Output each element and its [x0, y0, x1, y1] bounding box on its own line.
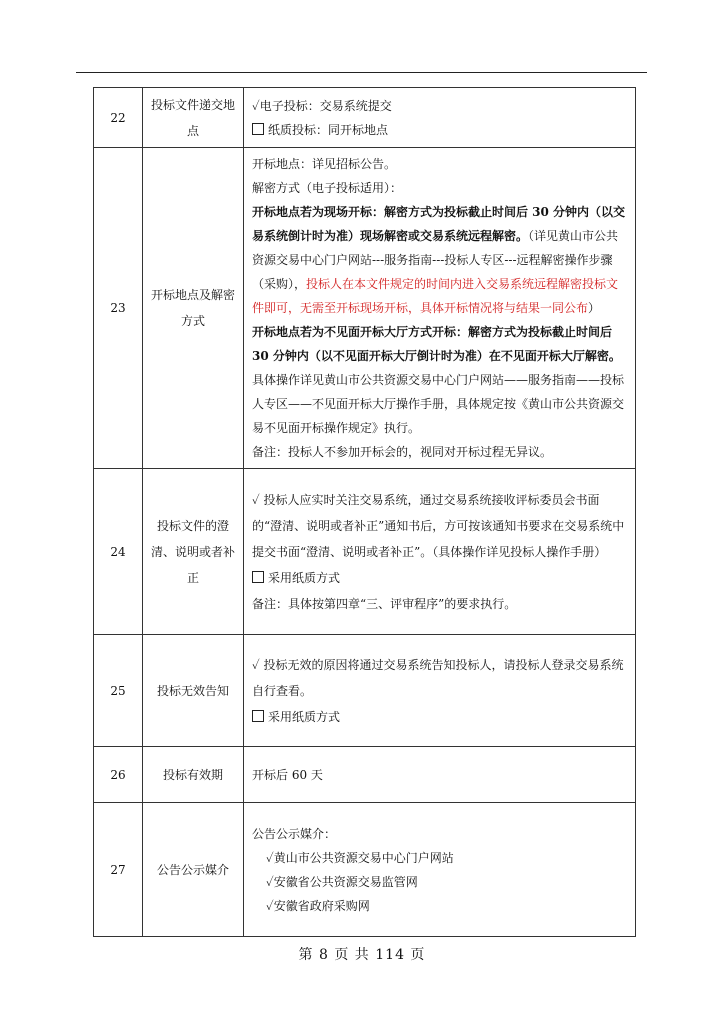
row-label: 投标无效告知: [143, 635, 244, 747]
content-line: ✓黄山市公共资源交易中心门户网站: [266, 850, 454, 865]
row-number: 25: [94, 635, 143, 747]
red-text: 投标人在本文件规定的时间内进入交易系统远程解密投标文件即可，无需至开标现场开标，具体开标情况将与结果一同公布: [252, 277, 619, 315]
row-label: 公告公示媒介: [143, 803, 244, 937]
checkbox-empty-icon: [252, 710, 264, 722]
table-row: [94, 747, 636, 803]
plain-text: ）: [588, 301, 601, 315]
table-row: [94, 803, 636, 937]
row-content: [244, 747, 636, 803]
row-number: 23: [94, 148, 143, 469]
row-label: 投标文件的澄清、说明或者补正: [143, 469, 244, 635]
bid-info-table: [93, 87, 636, 937]
row-content: [244, 88, 636, 148]
content-line: 备注：投标人不参加开标会的，视同对开标过程无异议。: [252, 445, 553, 459]
content-line: 开标后 60 天: [252, 767, 323, 782]
row-number: 22: [94, 88, 143, 148]
table-row: [94, 148, 636, 469]
bold-text: 开标地点若为现场开标：解密方式为投标截止时间后 30 分钟内（以交易系统倒计时为准）现场解密或交易系统远程解密。: [252, 205, 626, 243]
content-line: 公告公示媒介：: [252, 826, 337, 841]
content-line: ✓安徽省公共资源交易监管网: [266, 874, 418, 889]
content-line: 具体操作详见黄山市公共资源交易中心门户网站——服务指南——投标人专区——不见面开标大厅操作手册，具体规定按《黄山市公共资源交易不见面开标操作规定》执行。: [252, 373, 625, 435]
option-label: 采用纸质方式: [268, 709, 341, 724]
row-number: 27: [94, 803, 143, 937]
content-line-bold: 开标地点若为不见面开标大厅方式开标：解密方式为投标截止时间后 30 分钟内（以不见面开标大厅倒计时为准）在不见面开标大厅解密。: [252, 325, 621, 363]
row-label: 投标文件递交地点: [143, 88, 244, 148]
checkbox-empty-icon: [252, 571, 264, 583]
content-paragraph: [252, 200, 627, 320]
table-row: [94, 88, 636, 148]
row-content: [244, 148, 636, 469]
row-number: 26: [94, 747, 143, 803]
content-line-option: [252, 704, 627, 730]
content-line-option: [252, 565, 627, 591]
content-line: ✓ 投标人应实时关注交易系统，通过交易系统接收评标委员会书面的“澄清、说明或者补正”通知书后，方可按该通知书要求在交易系统中提交书面“澄清、说明或者补正”。（具体操作详见投标人操作手册）: [252, 492, 625, 559]
checkbox-empty-icon: [252, 123, 264, 135]
row-label: 开标地点及解密方式: [143, 148, 244, 469]
row-number: 24: [94, 469, 143, 635]
row-content: [244, 803, 636, 937]
row-content: [244, 469, 636, 635]
content-line: ✓ 投标无效的原因将通过交易系统告知投标人，请投标人登录交易系统自行查看。: [252, 657, 624, 698]
content-line: ✓电子投标：交易系统提交: [252, 98, 392, 113]
table-row: [94, 635, 636, 747]
table-row: [94, 469, 636, 635]
page-footer: 第 8 页 共 114 页: [298, 947, 426, 963]
content-line: 解密方式（电子投标适用）：: [252, 181, 403, 195]
plain-text: （详见黄山市公共资源交易中心门户网站---服务指南---投标人专区---远程解密操作步骤（采购），: [252, 229, 619, 291]
option-label: 纸质投标：同开标地点: [268, 122, 389, 137]
row-content: [244, 635, 636, 747]
option-label: 采用纸质方式: [268, 570, 341, 585]
content-line-option: [252, 118, 627, 142]
content-line: 备注：具体按第四章“三、评审程序”的要求执行。: [252, 596, 517, 611]
row-label: 投标有效期: [143, 747, 244, 803]
header-rule: [76, 72, 647, 73]
content-line: 开标地点：详见招标公告。: [252, 157, 397, 171]
content-line: ✓安徽省政府采购网: [266, 898, 370, 913]
